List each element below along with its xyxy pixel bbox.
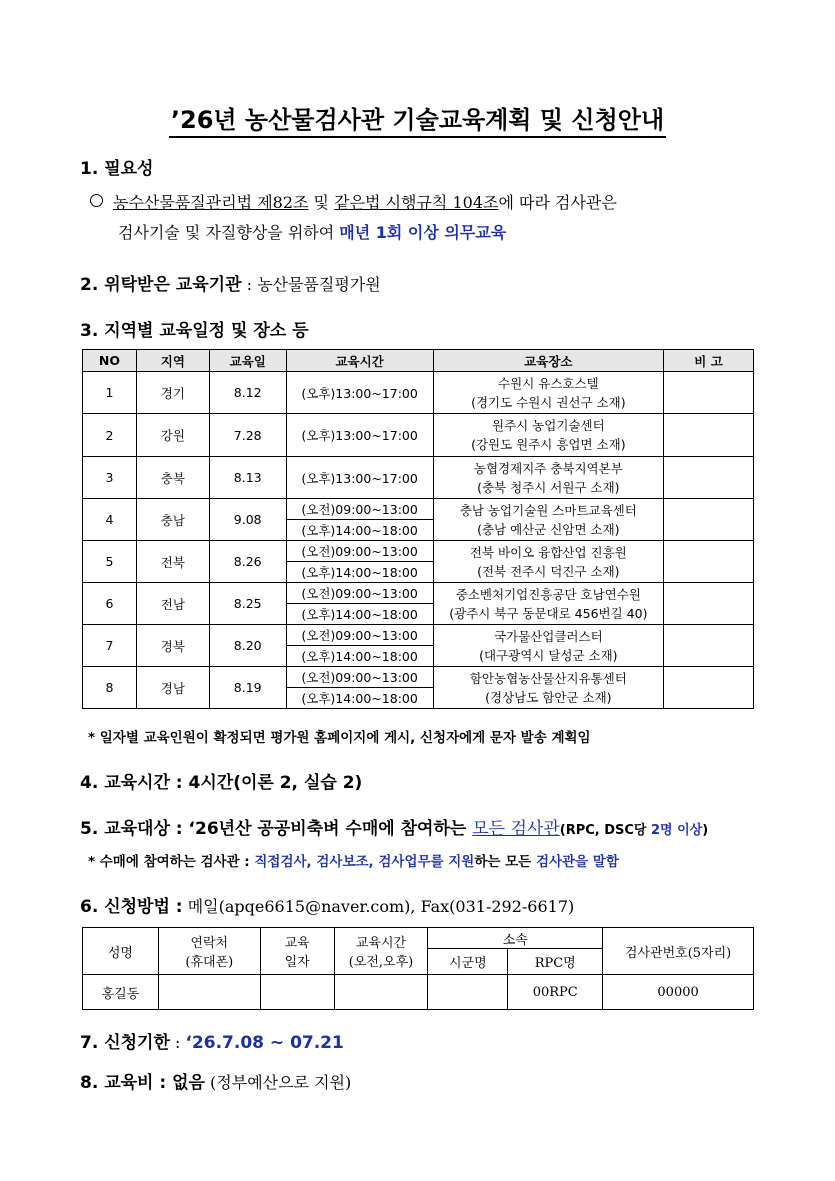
table-row	[83, 457, 754, 499]
form-cell-contact	[158, 975, 260, 1010]
cell-place: 국가물산업클러스터 (대구광역시 달성군 소재)	[433, 625, 664, 667]
cell-date: 8.19	[209, 667, 286, 709]
form-cell-name: 홍길동	[83, 975, 159, 1010]
cell-date: 8.13	[209, 457, 286, 499]
cell-date: 8.12	[209, 372, 286, 414]
table-row	[83, 541, 754, 562]
cell-note	[664, 667, 754, 709]
section-6-heading: 6. 신청방법 : 메일(apqe6615@naver.com), Fax(031-292-6617)	[80, 897, 575, 917]
table-row	[83, 372, 754, 414]
form-header-day: 교육 일자	[260, 928, 334, 975]
cell-no: 6	[83, 583, 137, 625]
cell-date: 8.25	[209, 583, 286, 625]
cell-time-am: (오전)09:00~13:00	[286, 541, 433, 562]
cell-time: (오후)13:00~17:00	[286, 372, 433, 414]
cell-date: 8.20	[209, 625, 286, 667]
form-header-row	[83, 928, 754, 949]
cell-place: 충남 농업기술원 스마트교육센터 (충남 예산군 신암면 소재)	[433, 499, 664, 541]
application-contact: 메일(apqe6615@naver.com), Fax(031-292-6617)	[182, 897, 575, 916]
conjunction-text: 및	[308, 193, 335, 212]
education-institution: : 농산물품질평가원	[241, 275, 381, 294]
cell-region: 경남	[136, 667, 209, 709]
form-header-time: 교육시간 (오전,오후)	[334, 928, 428, 975]
section-8-heading: 8. 교육비 : 없음 (정부예산으로 지원)	[80, 1073, 352, 1093]
cell-date: 8.26	[209, 541, 286, 583]
section-1-body	[90, 188, 770, 248]
table-row	[83, 499, 754, 520]
table-row	[83, 583, 754, 604]
document-title: ’26년 농산물검사관 기술교육계획 및 신청안내	[0, 100, 835, 135]
cell-time-pm: (오후)14:00~18:00	[286, 562, 433, 583]
header-date: 교육일	[209, 350, 286, 372]
cell-place: 중소벤처기업진흥공단 호남연수원 (광주시 북구 동문대로 456번길 40)	[433, 583, 664, 625]
cell-time-am: (오전)09:00~13:00	[286, 499, 433, 520]
cell-time-am: (오전)09:00~13:00	[286, 583, 433, 604]
cell-place: 전북 바이오 융합산업 진흥원 (전북 전주시 덕진구 소재)	[433, 541, 664, 583]
bullet-circle-icon	[90, 194, 103, 207]
cell-time-pm: (오후)14:00~18:00	[286, 520, 433, 541]
form-header-org: 소속	[428, 928, 603, 949]
cell-note	[664, 414, 754, 457]
cell-no: 8	[83, 667, 137, 709]
cell-note	[664, 541, 754, 583]
cell-place: 농협경제지주 충북지역본부 (충북 청주시 서원구 소재)	[433, 457, 664, 499]
form-cell-rpc: 00RPC	[508, 975, 603, 1010]
table-row	[83, 625, 754, 646]
cell-place: 원주시 농업기술센터 (강원도 원주시 흥업면 소재)	[433, 414, 664, 457]
mandatory-education-emphasis: 매년 1회 이상 의무교육	[339, 223, 507, 242]
cell-region: 충북	[136, 457, 209, 499]
application-form-table	[82, 927, 754, 1010]
cell-time-am: (오전)09:00~13:00	[286, 667, 433, 688]
section-2-heading: 2. 위탁받은 교육기관 : 농산물품질평가원	[80, 275, 381, 295]
cell-region: 강원	[136, 414, 209, 457]
law-reference-2: 같은법 시행규칙 104조	[334, 193, 499, 212]
section-7-heading: 7. 신청기한 : ‘26.7.08 ~ 07.21	[80, 1033, 344, 1053]
cell-time-pm: (오후)14:00~18:00	[286, 646, 433, 667]
table-row	[83, 414, 754, 457]
section-1-line-1	[90, 188, 770, 218]
cell-no: 1	[83, 372, 137, 414]
schedule-table	[82, 349, 754, 709]
form-header-inspector: 검사관번호(5자리)	[603, 928, 754, 975]
cell-date: 9.08	[209, 499, 286, 541]
cell-region: 경북	[136, 625, 209, 667]
minimum-count: 2명 이상	[651, 823, 703, 838]
form-header-rpc: RPC명	[508, 949, 603, 975]
cell-date: 7.28	[209, 414, 286, 457]
cell-note	[664, 499, 754, 541]
cell-no: 7	[83, 625, 137, 667]
section-1-text-2: 검사기술 및 자질향상을 위하여	[118, 223, 340, 242]
schedule-footnote: * 일자별 교육인원이 확정되면 평가원 홈페이지에 게시, 신청자에게 문자 발송 계획임	[88, 730, 591, 746]
cell-place: 수원시 유스호스텔 (경기도 수원시 권선구 소재)	[433, 372, 664, 414]
cell-no: 3	[83, 457, 137, 499]
cell-no: 2	[83, 414, 137, 457]
header-place: 교육장소	[433, 350, 664, 372]
form-cell-city	[428, 975, 508, 1010]
form-example-row	[83, 975, 754, 1010]
form-header-city: 시군명	[428, 949, 508, 975]
cell-note	[664, 372, 754, 414]
cell-time-pm: (오후)14:00~18:00	[286, 604, 433, 625]
cell-region: 전남	[136, 583, 209, 625]
fee-note: (정부예산으로 지원)	[204, 1073, 352, 1092]
schedule-header-row	[83, 350, 754, 372]
cell-note	[664, 457, 754, 499]
form-header-contact: 연락처 (휴대폰)	[158, 928, 260, 975]
section-4-heading: 4. 교육시간 : 4시간(이론 2, 실습 2)	[80, 773, 363, 793]
law-reference-1: 농수산물품질관리법 제82조	[113, 193, 309, 212]
cell-note	[664, 625, 754, 667]
section-3-heading: 3. 지역별 교육일정 및 장소 등	[80, 321, 309, 341]
section-5-note: * 수매에 참여하는 검사관 : 직접검사, 검사보조, 검사업무를 지원하는 모든 검사관을 말함	[88, 854, 619, 870]
cell-time-am: (오전)09:00~13:00	[286, 625, 433, 646]
form-cell-inspector: 00000	[603, 975, 754, 1010]
section-1-text-1: 에 따라 검사관은	[498, 193, 617, 212]
header-note: 비 고	[664, 350, 754, 372]
table-row	[83, 667, 754, 688]
cell-region: 전북	[136, 541, 209, 583]
cell-time-pm: (오후)14:00~18:00	[286, 688, 433, 709]
cell-no: 4	[83, 499, 137, 541]
cell-time: (오후)13:00~17:00	[286, 414, 433, 457]
section-1-heading: 1. 필요성	[80, 159, 154, 179]
header-time: 교육시간	[286, 350, 433, 372]
header-no: NO	[83, 350, 137, 372]
cell-no: 5	[83, 541, 137, 583]
header-region: 지역	[136, 350, 209, 372]
form-cell-time	[334, 975, 428, 1010]
cell-time: (오후)13:00~17:00	[286, 457, 433, 499]
cell-region: 경기	[136, 372, 209, 414]
cell-note	[664, 583, 754, 625]
cell-region: 충남	[136, 499, 209, 541]
all-inspectors-emphasis: 모든 검사관	[472, 819, 560, 839]
cell-place: 함안농협농산물산지유통센터 (경상남도 함안군 소재)	[433, 667, 664, 709]
section-1-line-2	[90, 218, 770, 248]
form-header-name: 성명	[83, 928, 159, 975]
section-5-heading: 5. 교육대상 : ‘26년산 공공비축벼 수매에 참여하는 모든 검사관(RPC, DSC당 2명 이상)	[80, 819, 709, 839]
application-deadline: ‘26.7.08 ~ 07.21	[185, 1033, 344, 1053]
form-cell-day	[260, 975, 334, 1010]
